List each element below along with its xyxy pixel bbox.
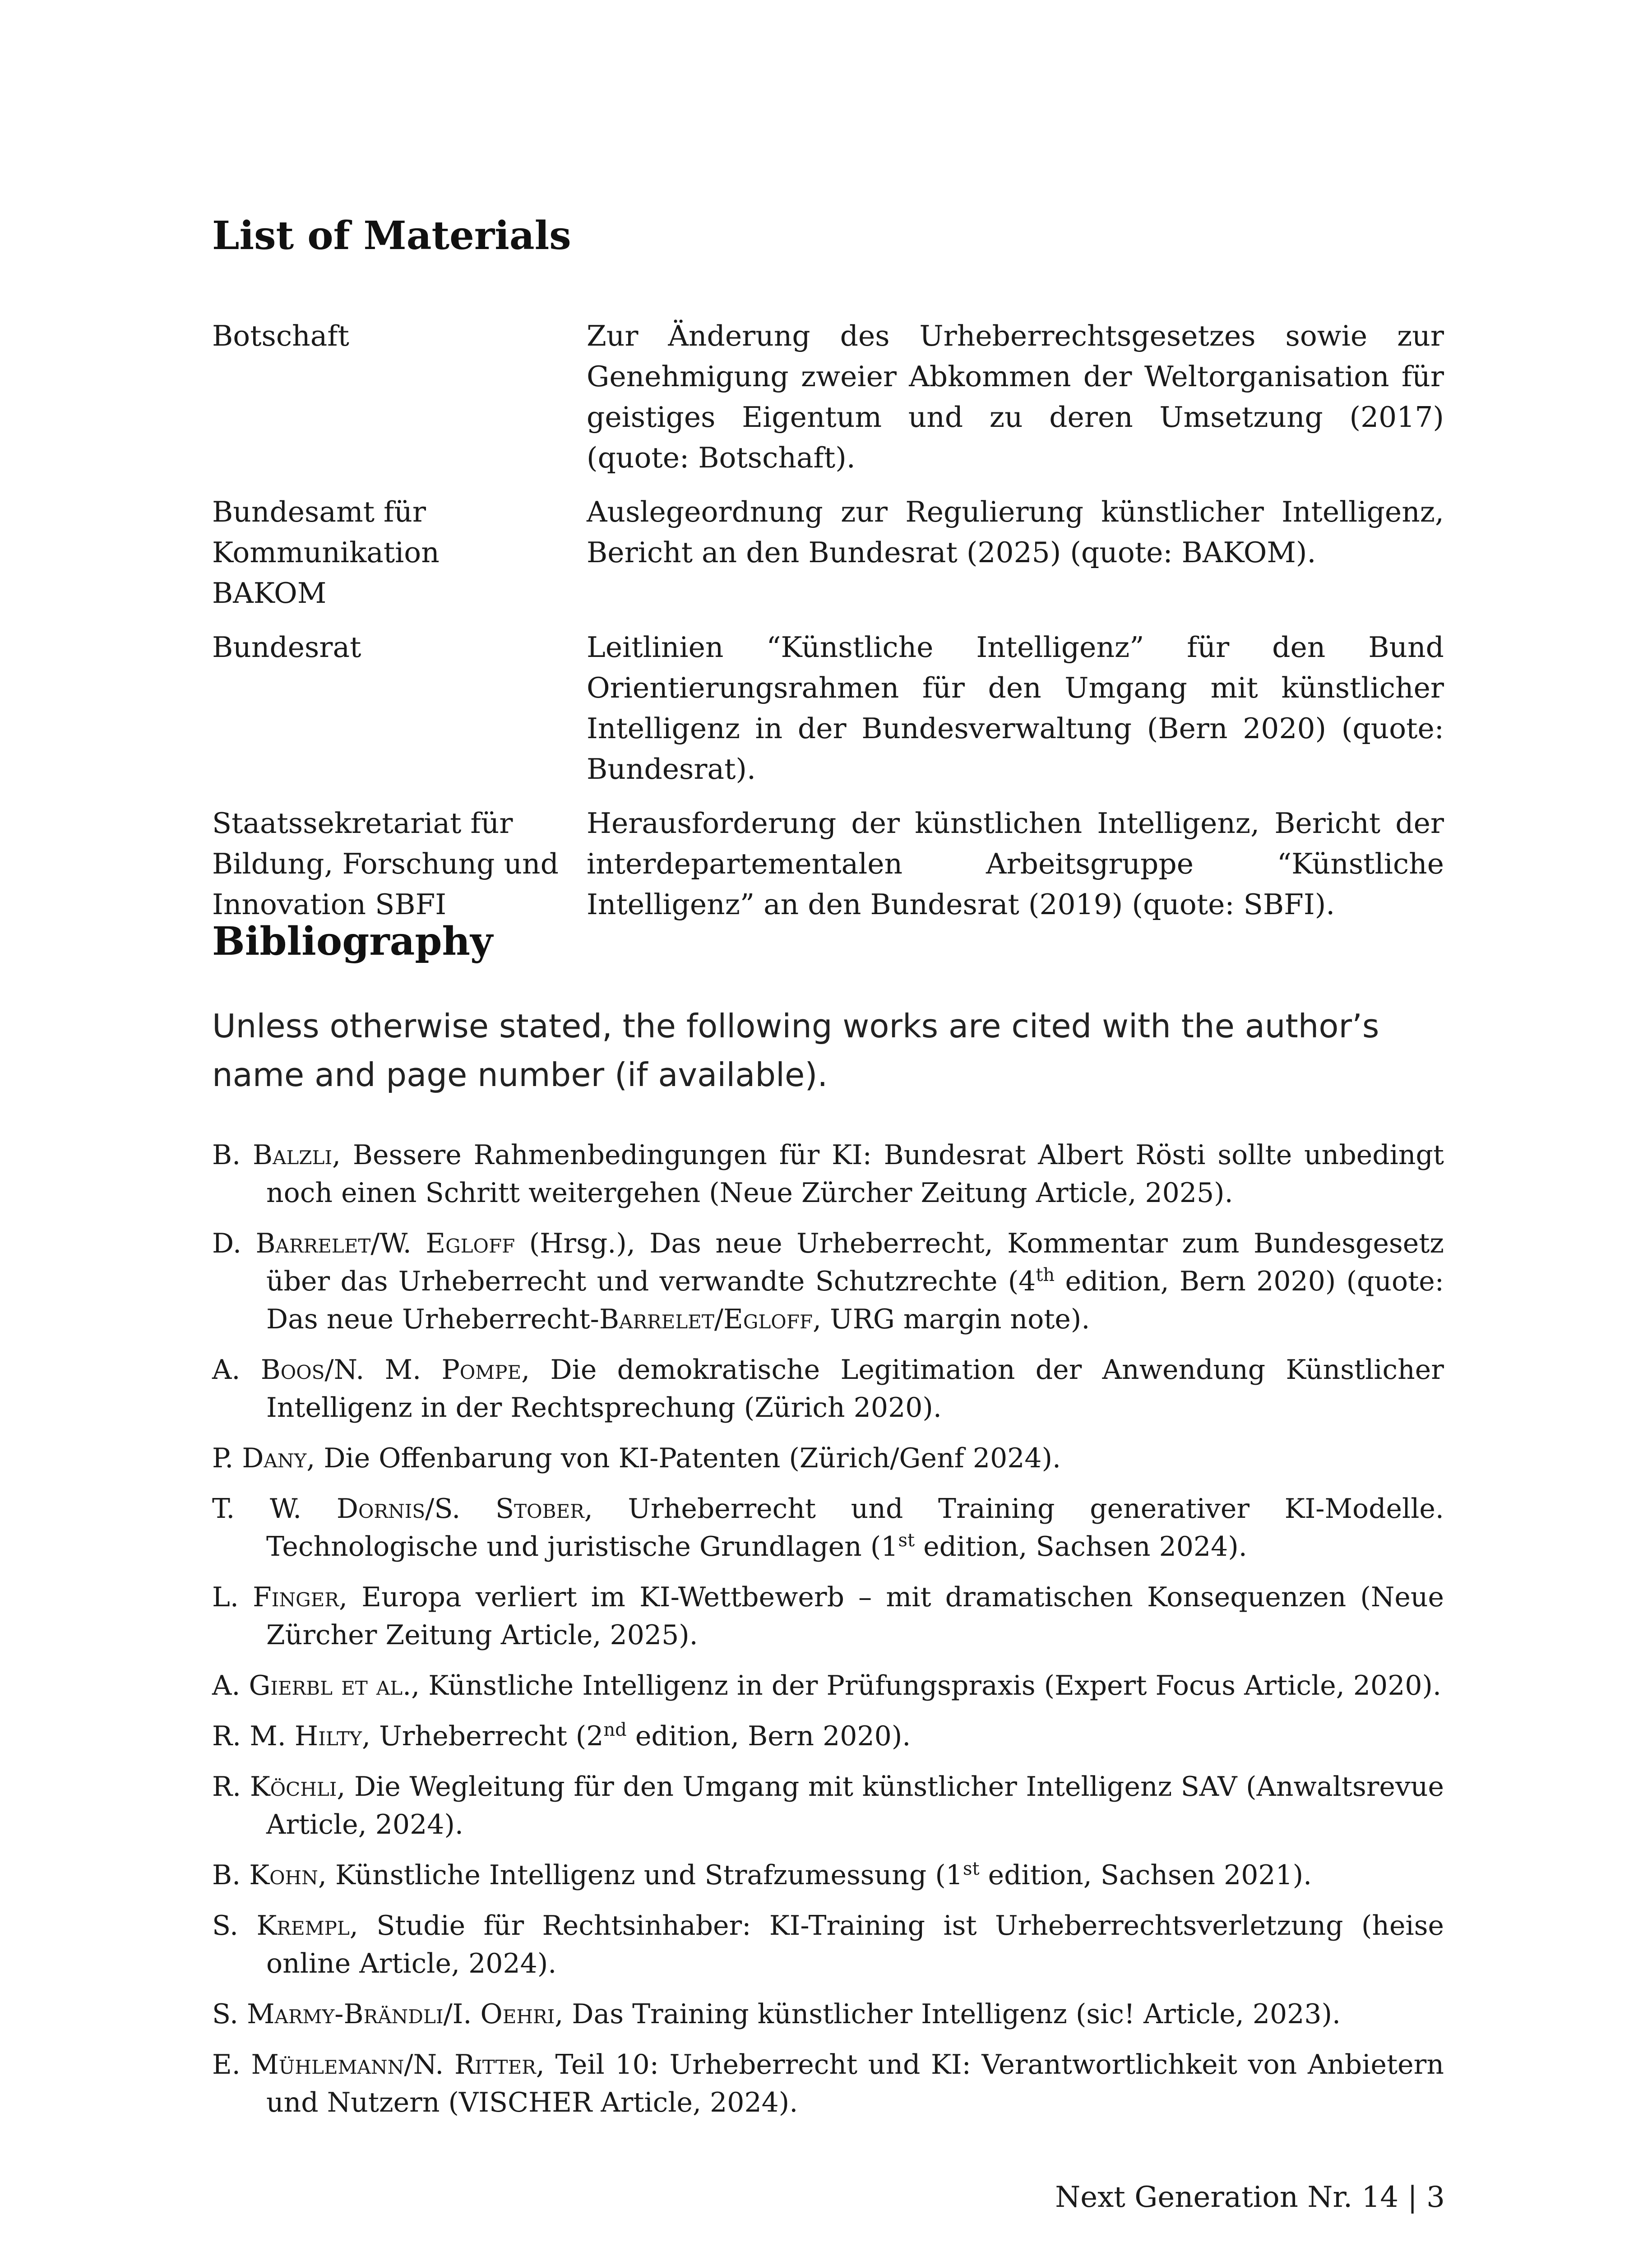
bibliography-entry: [212, 2046, 1444, 2122]
materials-list: [212, 316, 1444, 925]
author-name: Dornis: [336, 1493, 426, 1525]
author-initials: P.: [212, 1442, 242, 1474]
author-name: Hilty: [294, 1720, 362, 1752]
bibliography-entry: [212, 1995, 1444, 2033]
author-name: Krempl: [256, 1910, 350, 1942]
materials-label: Bundesamt für Kommunikation BAKOM: [212, 495, 440, 610]
materials-label: Bundesrat: [212, 631, 361, 664]
author-initials: D.: [212, 1228, 256, 1259]
materials-description: Zur Änderung des Urheberrechtsgesetzes sowie zur Genehmigung zweier Abkommen der Weltorganisation für geistiges Eigentum und zu deren Umsetzung (2017) (quote: Botschaft).: [587, 319, 1444, 474]
entry-text: , Studie für Rechtsinhaber: KI-Training ist Urheberrechtsverletzung (heise online Article, 2024).: [266, 1910, 1444, 1979]
author-name: Dany: [242, 1442, 307, 1474]
author-name: Balzli: [252, 1139, 332, 1171]
author-name: Köchli: [250, 1771, 337, 1803]
materials-label: Staatssekretariat für Bildung, Forschung und Innovation SBFI: [212, 807, 559, 921]
author-name: Mühlemann: [251, 2049, 404, 2080]
bibliography-entry: [212, 1351, 1444, 1427]
author-initials: /S.: [425, 1493, 496, 1525]
entry-text: , Die Wegleitung für den Umgang mit künstlicher Intelligenz SAV (Anwaltsrevue Article, 2024).: [266, 1771, 1444, 1840]
author-initials: L.: [212, 1581, 253, 1613]
author-name: Barrelet: [255, 1228, 371, 1259]
author-initials: /W.: [370, 1228, 426, 1259]
bibliography-entry: [212, 1856, 1444, 1894]
author-initials: B.: [212, 1139, 253, 1171]
bibliography-list: [212, 1136, 1444, 2134]
author-initials: B.: [212, 1859, 250, 1891]
author-initials: /N.: [404, 2049, 454, 2080]
entry-text: , Das Training künstlicher Intelligenz (sic! Article, 2023).: [555, 1998, 1341, 2030]
author-initials: /I.: [443, 1998, 481, 2030]
author-initials: A.: [212, 1354, 261, 1386]
author-name: Egloff: [426, 1228, 515, 1259]
ordinal-superscript: st: [963, 1858, 980, 1879]
bibliography-entry: [212, 1490, 1444, 1566]
materials-heading: List of Materials: [212, 213, 571, 259]
entry-text: , Urheberrecht (2: [362, 1720, 604, 1752]
author-initials: R. M.: [212, 1720, 295, 1752]
materials-row: [212, 803, 1444, 925]
entry-text: edition, Sachsen 2021).: [979, 1859, 1312, 1891]
author-name: Finger: [253, 1581, 339, 1613]
materials-description: Herausforderung der künstlichen Intelligenz, Bericht der interdepartementalen Arbeitsgruppe “Künstliche Intelligenz” an den Bundesrat (2019) (quote: SBFI).: [587, 807, 1444, 921]
entry-text: , Teil 10: Urheberrecht und KI: Verantwortlichkeit von Anbietern und Nutzern (VISCHER Article, 2024).: [266, 2049, 1444, 2118]
author-name: Kohn: [249, 1859, 318, 1891]
author-name: Gierbl et al.: [249, 1670, 412, 1701]
entry-text: , Künstliche Intelligenz und Strafzumessung (1: [318, 1859, 963, 1891]
entry-text: , Die Offenbarung von KI-Patenten (Zürich/Genf 2024).: [306, 1442, 1061, 1474]
materials-row: [212, 627, 1444, 790]
materials-row: [212, 492, 1444, 614]
entry-text: , Bessere Rahmenbedingungen für KI: Bundesrat Albert Rösti sollte unbedingt noch einen Schritt weitergehen (Neue Zürcher Zeitung Article, 2025).: [266, 1139, 1444, 1209]
author-name: Ritter: [454, 2049, 536, 2080]
ordinal-superscript: st: [898, 1530, 915, 1551]
materials-label: Botschaft: [212, 319, 349, 352]
author-initials: T. W.: [212, 1493, 337, 1525]
ordinal-superscript: th: [1036, 1265, 1055, 1285]
bibliography-entry: [212, 1907, 1444, 1983]
author-name: Oehri: [480, 1998, 555, 2030]
ordinal-superscript: nd: [603, 1720, 627, 1740]
author-initials: /N. M.: [324, 1354, 442, 1386]
bibliography-entry: [212, 1578, 1444, 1654]
author-initials: R.: [212, 1771, 250, 1803]
bibliography-entry: [212, 1768, 1444, 1844]
page-footer: Next Generation Nr. 14 | 3: [1055, 2181, 1445, 2214]
bibliography-entry: [212, 1717, 1444, 1755]
bibliography-intro: Unless otherwise stated, the following works are cited with the author’s name and page number (if available).: [212, 1007, 1379, 1094]
entry-text: edition, Sachsen 2024).: [915, 1531, 1247, 1563]
bibliography-entry: [212, 1136, 1444, 1212]
bibliography-entry: [212, 1667, 1444, 1705]
entry-text: edition, Bern 2020).: [626, 1720, 911, 1752]
entry-text: , Die demokratische Legitimation der Anwendung Künstlicher Intelligenz in der Rechtsprechung (Zürich 2020).: [266, 1354, 1444, 1424]
entry-text: , Europa verliert im KI-Wettbewerb – mit dramatischen Konsequenzen (Neue Zürcher Zeitung Article, 2025).: [266, 1581, 1444, 1651]
entry-text: (Hrsg.), Das neue Urheberrecht, Kommentar zum Bundesgesetz über das Urheberrecht und verwandte Schutzrechte (4: [266, 1228, 1444, 1297]
author-name: Boos: [260, 1354, 325, 1386]
entry-text: , URG margin note).: [813, 1304, 1090, 1335]
author-name: Marmy-Brändli: [247, 1998, 444, 2030]
materials-description: Auslegeordnung zur Regulierung künstlicher Intelligenz, Bericht an den Bundesrat (2025) (quote: BAKOM).: [587, 495, 1444, 569]
entry-text: , Künstliche Intelligenz in der Prüfungspraxis (Expert Focus Article, 2020).: [411, 1670, 1442, 1701]
author-initials: A.: [212, 1670, 249, 1701]
materials-row: [212, 316, 1444, 478]
author-initials: S.: [212, 1998, 247, 2030]
entry-text: edition, Bern 2020) (quote: Das neue Urheberrecht-: [266, 1266, 1444, 1335]
bibliography-heading: Bibliography: [212, 919, 493, 964]
bibliography-entry: [212, 1439, 1444, 1477]
author-name: Stober: [495, 1493, 584, 1525]
author-name: Pompe: [441, 1354, 522, 1386]
author-initials: S.: [212, 1910, 257, 1942]
materials-description: Leitlinien “Künstliche Intelligenz” für den Bund Orientierungsrahmen für den Umgang mit künstlicher Intelligenz in der Bundesverwaltung (Bern 2020) (quote: Bundesrat).: [587, 631, 1444, 786]
author-initials: E.: [212, 2049, 251, 2080]
entry-text: , Urheberrecht und Training generativer KI-Modelle. Technologische und juristische Grundlagen (1: [266, 1493, 1444, 1563]
bibliography-entry: [212, 1225, 1444, 1338]
author-name: Barrelet/Egloff: [599, 1304, 813, 1335]
